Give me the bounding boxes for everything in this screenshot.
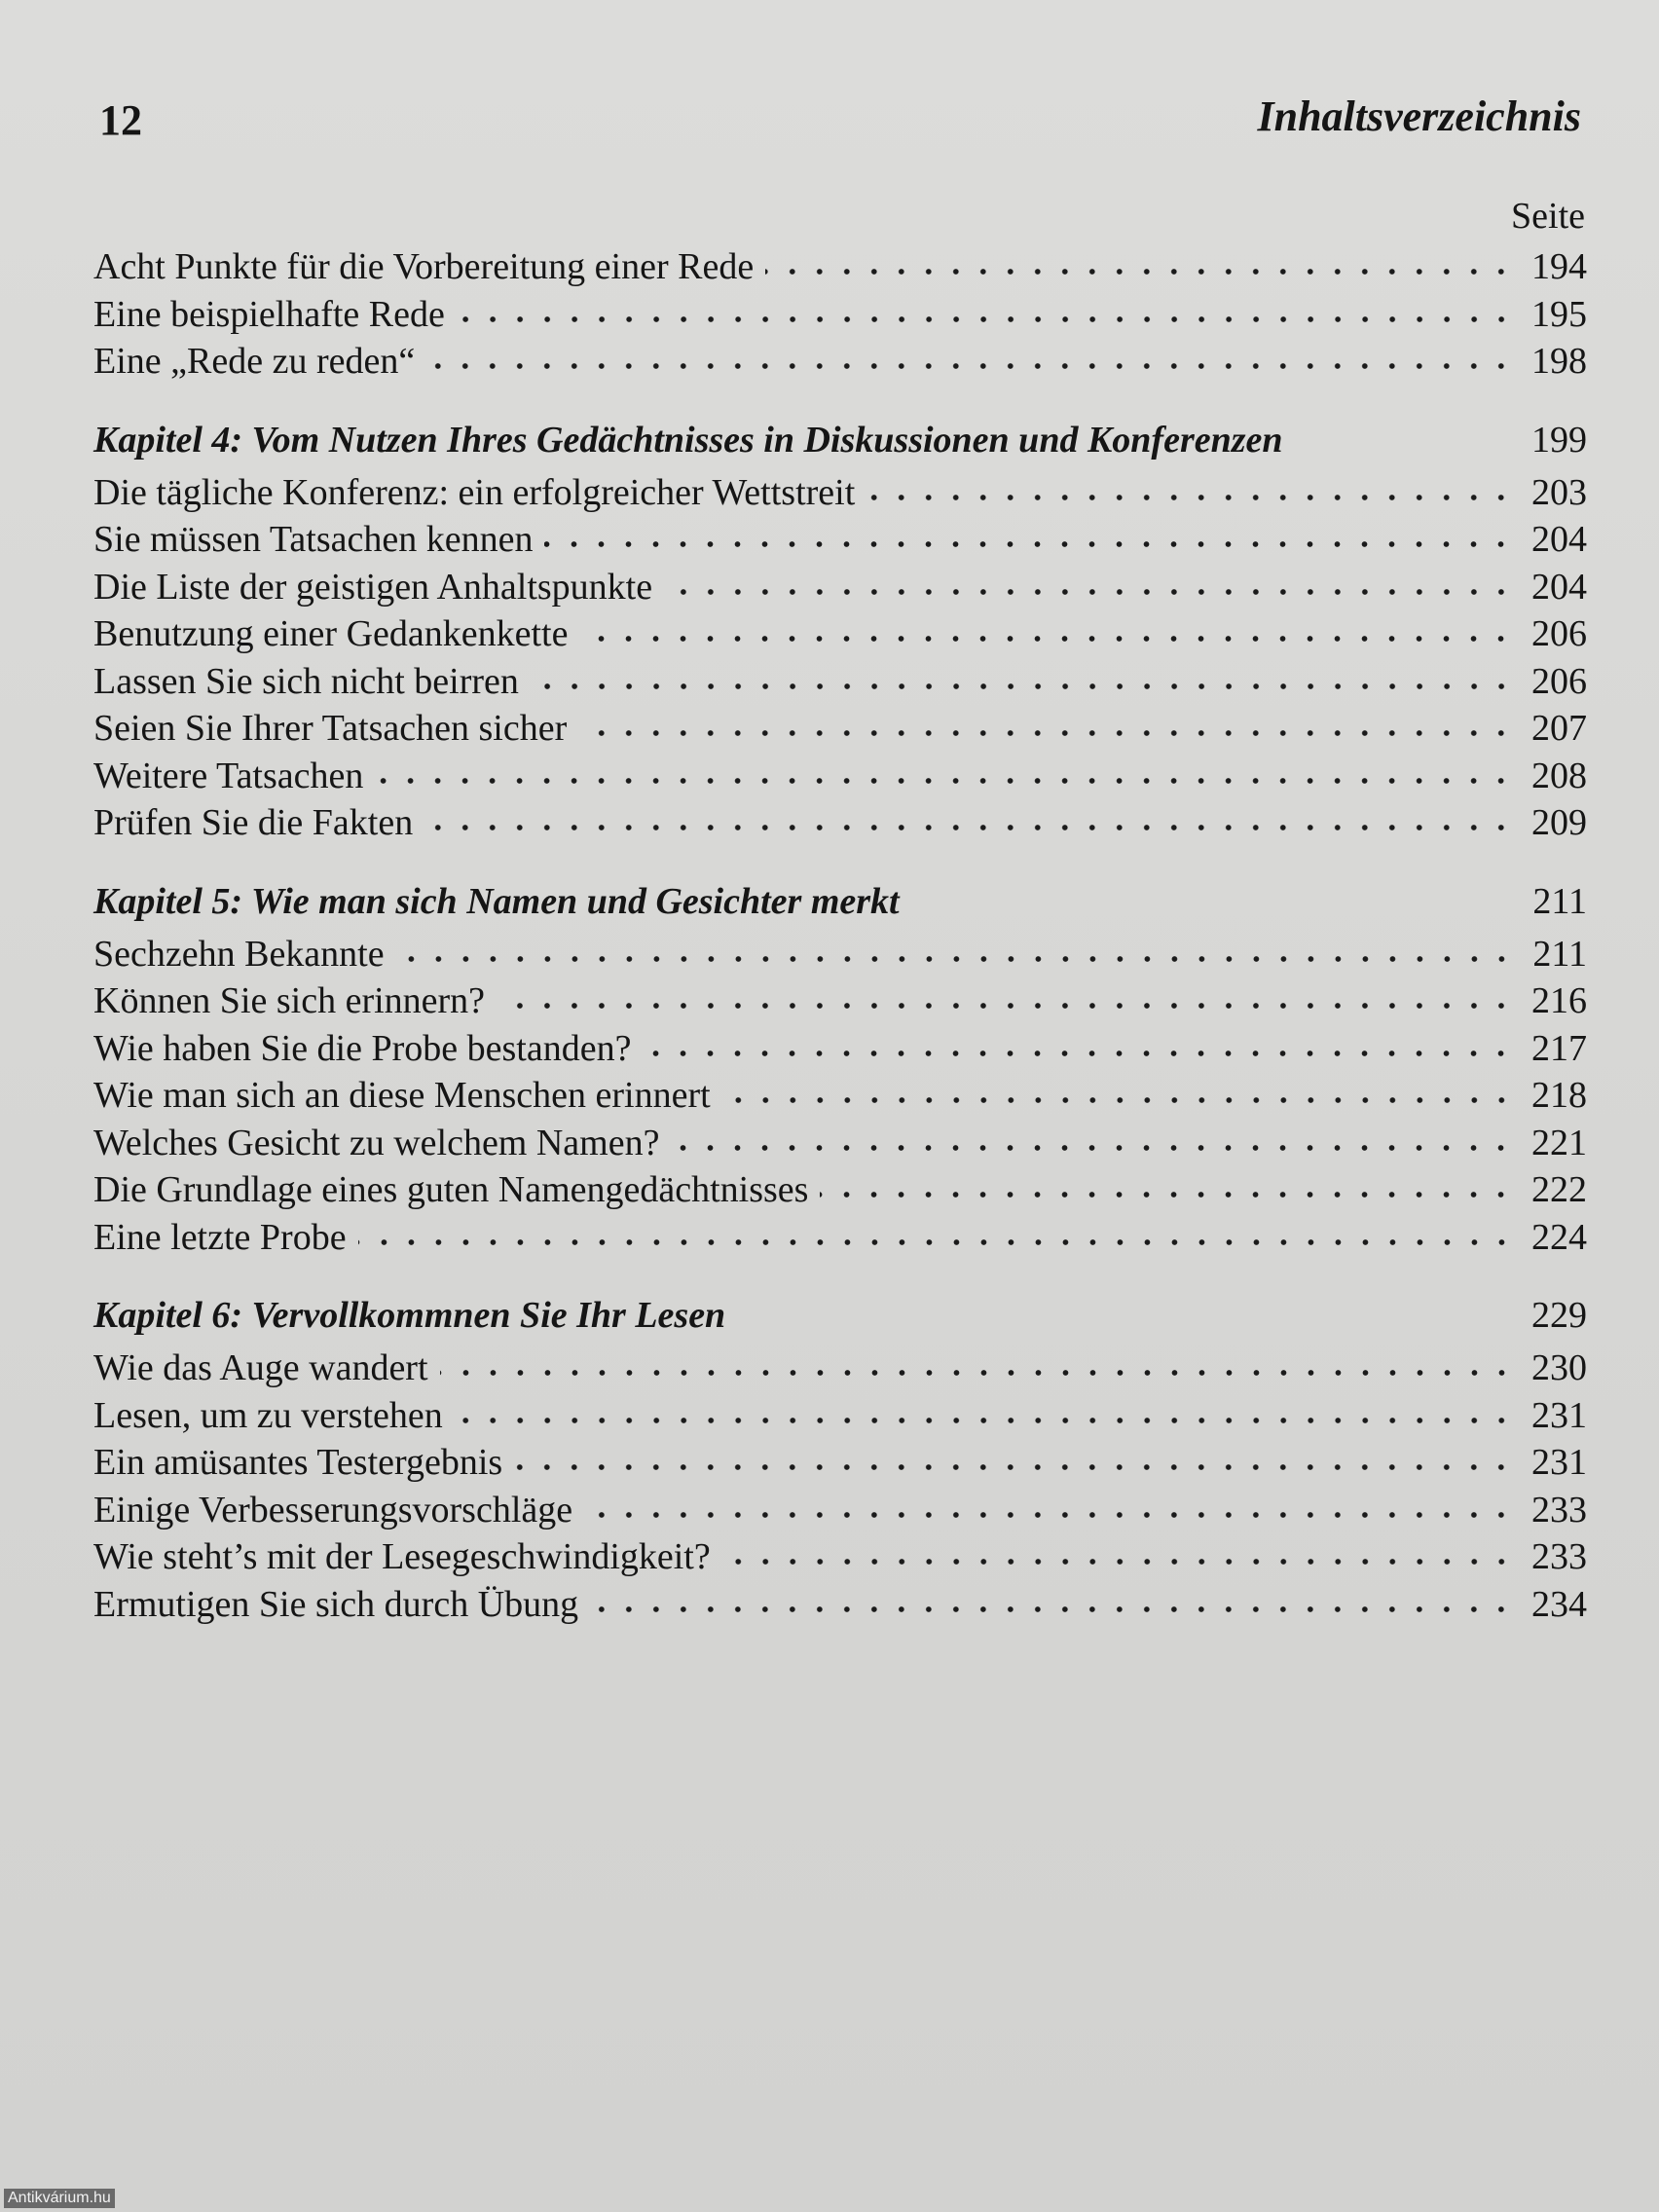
toc-group	[93, 1286, 1587, 1628]
page-reference: 230	[1531, 1347, 1587, 1388]
entry-title: Wie steht’s mit der Lesegeschwindigkeit?	[93, 1536, 711, 1577]
dot-leader	[664, 586, 1515, 598]
entry-title: Die Grundlage eines guten Namengedächtnisses	[93, 1169, 809, 1210]
toc-entry	[93, 1345, 1587, 1392]
chapter-heading	[93, 1286, 1587, 1345]
entry-title: Prüfen Sie die Fakten	[93, 802, 414, 843]
entry-title: Ein amüsantes Testergebnis	[93, 1442, 503, 1483]
page-reference: 231	[1531, 1442, 1587, 1483]
dot-leader	[578, 727, 1515, 739]
toc-entry	[93, 1533, 1587, 1581]
page-reference: 204	[1531, 519, 1587, 560]
page-reference: 233	[1531, 1536, 1587, 1577]
entry-title: Ermutigen Sie sich durch Übung	[93, 1583, 579, 1625]
dot-leader	[590, 1604, 1515, 1615]
toc-group	[93, 872, 1587, 1262]
toc-entry	[93, 1025, 1587, 1073]
dot-leader	[531, 681, 1515, 692]
entry-title: Acht Punkte für die Vorbereitung einer Rede	[93, 246, 755, 287]
chapter-title: Kapitel 5: Wie man sich Namen und Gesichter merkt	[93, 880, 900, 922]
entry-title: Seien Sie Ihrer Tatsachen sicher	[93, 708, 568, 749]
entry-title: Wie das Auge wandert	[93, 1347, 428, 1388]
page-reference: 199	[1531, 419, 1587, 461]
page-reference: 233	[1531, 1489, 1587, 1530]
dot-leader	[722, 1556, 1515, 1567]
entry-title: Eine letzte Probe	[93, 1216, 347, 1258]
toc-entry	[93, 1214, 1587, 1262]
entry-title: Sie müssen Tatsachen kennen	[93, 519, 534, 560]
page-reference: 209	[1531, 802, 1587, 843]
toc-entry	[93, 753, 1587, 800]
toc-entry	[93, 1439, 1587, 1487]
dot-leader	[671, 1142, 1515, 1154]
dot-leader	[722, 1094, 1515, 1106]
toc-entry	[93, 705, 1587, 753]
entry-title: Benutzung einer Gedankenkette	[93, 613, 569, 654]
page-reference: 221	[1531, 1122, 1587, 1163]
dot-leader	[1295, 439, 1515, 451]
dot-leader	[396, 953, 1515, 965]
page-number: 12	[99, 96, 142, 144]
toc-entry	[93, 1072, 1587, 1120]
toc-entry	[93, 1166, 1587, 1214]
entry-title: Die tägliche Konferenz: ein erfolgreicher Wettstreit	[93, 471, 856, 513]
toc-entry	[93, 1581, 1587, 1629]
toc-entry	[93, 1392, 1587, 1440]
entry-title: Welches Gesicht zu welchem Namen?	[93, 1122, 660, 1163]
toc-group	[93, 411, 1587, 847]
table-of-contents	[93, 243, 1587, 1653]
page-reference: 216	[1531, 980, 1587, 1021]
entry-title: Weitere Tatsachen	[93, 755, 364, 796]
page-reference: 222	[1531, 1169, 1587, 1210]
entry-title: Wie haben Sie die Probe bestanden?	[93, 1027, 632, 1069]
page-reference: 211	[1532, 880, 1587, 922]
dot-leader	[579, 633, 1515, 645]
dot-leader	[424, 822, 1515, 833]
dot-leader	[497, 1000, 1515, 1012]
page-reference: 206	[1531, 613, 1587, 654]
dot-leader	[544, 538, 1515, 550]
toc-entry	[93, 338, 1587, 386]
entry-title: Wie man sich an diese Menschen erinnert	[93, 1075, 711, 1116]
entry-title: Die Liste der geistigen Anhaltspunkte	[93, 566, 653, 608]
entry-title: Eine beispielhafte Rede	[93, 293, 445, 335]
watermark: Antikvárium.hu	[4, 2189, 115, 2208]
dot-leader	[514, 1461, 1515, 1473]
page-reference: 198	[1531, 341, 1587, 382]
toc-entry	[93, 516, 1587, 564]
toc-entry	[93, 291, 1587, 339]
dot-leader	[375, 775, 1515, 787]
page-reference: 229	[1531, 1295, 1587, 1336]
page-reference: 211	[1532, 933, 1587, 975]
chapter-heading	[93, 411, 1587, 469]
entry-title: Einige Verbesserungsvorschläge	[93, 1489, 573, 1530]
page-reference: 194	[1531, 246, 1587, 287]
dot-leader	[457, 313, 1515, 325]
toc-entry	[93, 243, 1587, 291]
dot-leader	[643, 1048, 1515, 1059]
running-head: Inhaltsverzeichnis	[1257, 92, 1581, 140]
dot-leader	[584, 1509, 1515, 1521]
dot-leader	[737, 1314, 1515, 1326]
toc-entry	[93, 610, 1587, 658]
chapter-heading	[93, 872, 1587, 931]
dot-leader	[426, 360, 1515, 372]
dot-leader	[455, 1415, 1515, 1426]
entry-title: Sechzehn Bekannte	[93, 933, 385, 975]
entry-title: Lassen Sie sich nicht beirren	[93, 660, 519, 702]
dot-leader	[820, 1189, 1515, 1200]
toc-entry	[93, 564, 1587, 611]
page-reference: 208	[1531, 755, 1587, 796]
page-reference: 207	[1531, 708, 1587, 749]
page-reference: 224	[1531, 1216, 1587, 1258]
page-reference: 234	[1531, 1583, 1587, 1625]
page-reference: 204	[1531, 566, 1587, 608]
page-reference: 217	[1531, 1027, 1587, 1069]
dot-leader	[440, 1367, 1515, 1379]
toc-entry	[93, 1120, 1587, 1167]
page-reference: 231	[1531, 1394, 1587, 1436]
toc-entry	[93, 977, 1587, 1025]
dot-leader	[866, 492, 1515, 503]
toc-group	[93, 243, 1587, 386]
toc-entry	[93, 799, 1587, 847]
toc-entry	[93, 469, 1587, 517]
page-reference: 195	[1531, 293, 1587, 335]
toc-entry	[93, 931, 1587, 978]
dot-leader	[765, 266, 1515, 277]
page-reference: 218	[1531, 1075, 1587, 1116]
chapter-title: Kapitel 4: Vom Nutzen Ihres Gedächtnisses in Diskussionen und Konferenzen	[93, 419, 1283, 461]
entry-title: Eine „Rede zu reden“	[93, 341, 416, 382]
dot-leader	[911, 901, 1515, 912]
page-reference: 206	[1531, 660, 1587, 702]
entry-title: Können Sie sich erinnern?	[93, 980, 486, 1021]
toc-entry	[93, 658, 1587, 706]
dot-leader	[358, 1236, 1515, 1248]
page-column-label: Seite	[1511, 196, 1585, 237]
chapter-title: Kapitel 6: Vervollkommnen Sie Ihr Lesen	[93, 1295, 726, 1336]
page-reference: 203	[1531, 471, 1587, 513]
toc-entry	[93, 1487, 1587, 1534]
entry-title: Lesen, um zu verstehen	[93, 1394, 443, 1436]
